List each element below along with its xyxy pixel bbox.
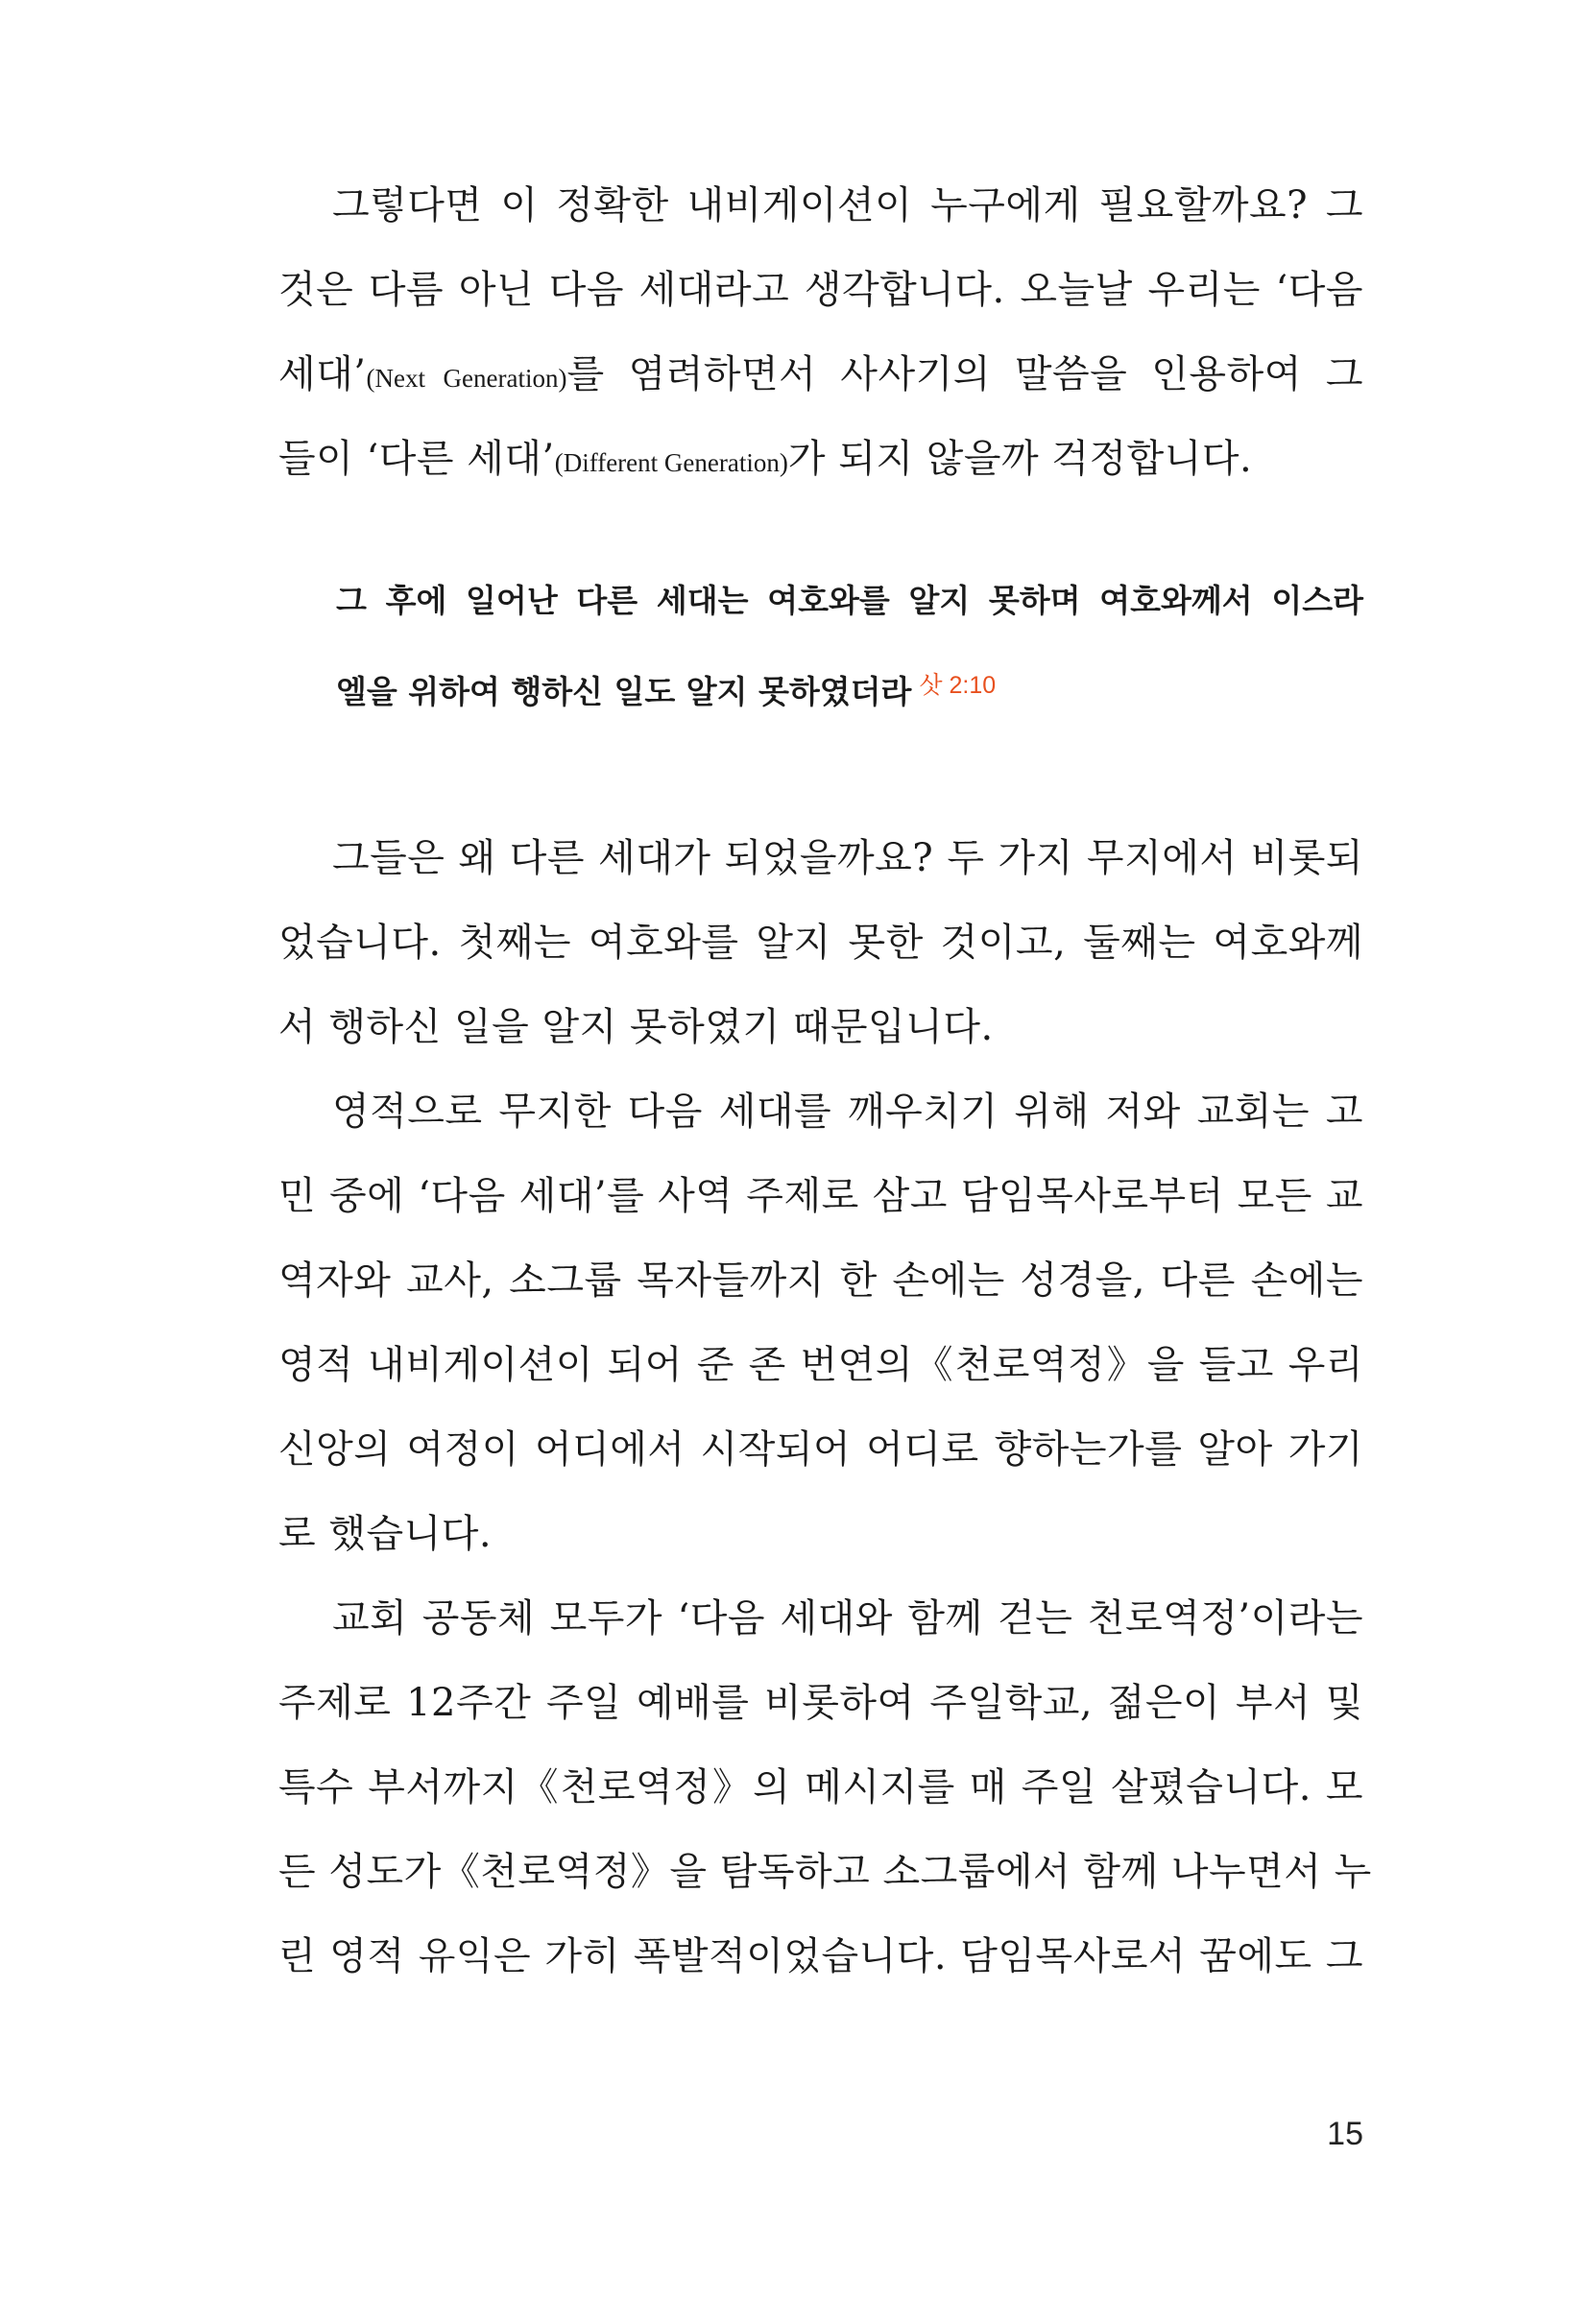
scripture-quote — [278, 559, 1363, 728]
quote-line — [336, 643, 1363, 728]
paragraph-line: 서 행하신 일을 알지 못하였기 때문입니다. — [278, 1005, 994, 1049]
paragraph-line: 영적으로 무지한 다음 세대를 깨우치기 위해 저와 교회는 고 — [332, 1090, 1363, 1134]
term-korean: 들이 ‘다른 세대’ — [278, 437, 555, 481]
paragraph-1 — [278, 163, 1363, 501]
page-body — [278, 163, 1372, 1999]
paragraph-4 — [278, 1576, 1372, 1999]
term-english: (Different Generation) — [554, 448, 788, 477]
quote-text: 엘을 위하여 행하신 일도 알지 못하였더라 — [336, 673, 912, 710]
paragraph-line — [278, 417, 1363, 501]
paragraph-line: 신앙의 여정이 어디에서 시작되어 어디로 향하는가를 알아 가기 — [278, 1427, 1363, 1472]
paragraph-line: 었습니다. 첫째는 여호와를 알지 못한 것이고, 둘째는 여호와께 — [278, 921, 1363, 965]
paragraph-line: 역자와 교사, 소그룹 목자들까지 한 손에는 성경을, 다른 손에는 — [278, 1258, 1363, 1303]
term-english: (Next Generation) — [366, 364, 567, 393]
scripture-reference: 삿 2:10 — [919, 672, 997, 699]
paragraph-3 — [278, 1069, 1363, 1576]
paragraph-line: 주제로 12주간 주일 예배를 비롯하여 주일학교, 젊은이 부서 및 — [278, 1681, 1363, 1725]
paragraph-line: 것은 다름 아닌 다음 세대라고 생각합니다. 오늘날 우리는 ‘다음 — [278, 268, 1363, 312]
paragraph-line: 그렇다면 이 정확한 내비게이션이 누구에게 필요할까요? 그 — [332, 183, 1363, 228]
quote-line: 그 후에 일어난 다른 세대는 여호와를 알지 못하며 여호와께서 이스라 — [336, 582, 1363, 619]
paragraph-line: 린 영적 유익은 가히 폭발적이었습니다. 담임목사로서 꿈에도 그 — [278, 1934, 1363, 1978]
paragraph-line — [278, 332, 1363, 417]
page-number: 15 — [1327, 2116, 1363, 2152]
paragraph-line: 민 중에 ‘다음 세대’를 사역 주제로 삼고 담임목사로부터 모든 교 — [278, 1174, 1363, 1218]
text-fragment: 가 되지 않을까 걱정합니다. — [787, 437, 1253, 481]
text-fragment: 를 염려하면서 사사기의 말씀을 인용하여 그 — [566, 352, 1363, 396]
paragraph-line: 로 했습니다. — [278, 1512, 493, 1556]
term-korean: 세대’ — [278, 352, 367, 396]
paragraph-line: 영적 내비게이션이 되어 준 존 번연의《천로역정》을 들고 우리 — [278, 1343, 1363, 1387]
paragraph-line: 든 성도가《천로역정》을 탐독하고 소그룹에서 함께 나누면서 누 — [278, 1850, 1372, 1894]
paragraph-line: 교회 공동체 모두가 ‘다음 세대와 함께 걷는 천로역정’이라는 — [332, 1596, 1363, 1641]
paragraph-line: 그들은 왜 다른 세대가 되었을까요? 두 가지 무지에서 비롯되 — [332, 836, 1363, 880]
paragraph-line: 특수 부서까지《천로역정》의 메시지를 매 주일 살폈습니다. 모 — [278, 1765, 1363, 1809]
paragraph-2 — [278, 816, 1363, 1069]
